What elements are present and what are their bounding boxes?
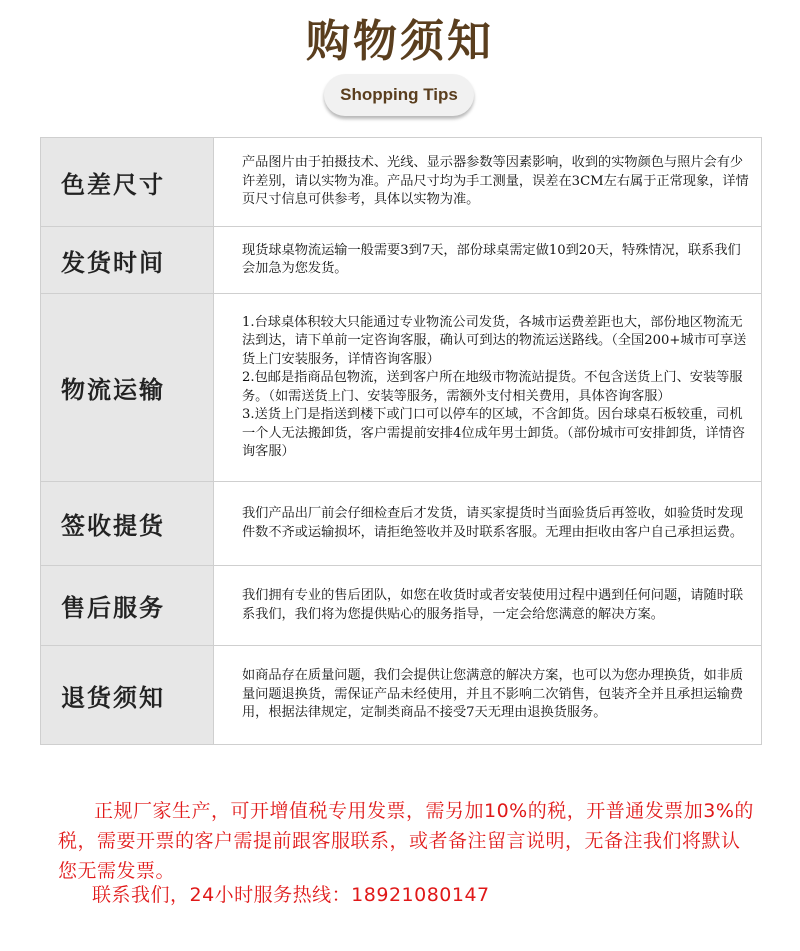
shopping-tips-table (40, 137, 762, 745)
table-row (41, 482, 762, 566)
row-content-after-sales (214, 566, 762, 646)
subtitle-badge: Shopping Tips (324, 74, 474, 116)
row-label-shipping-time: 发货时间 (41, 227, 214, 294)
row-label-returns: 退货须知 (41, 646, 214, 745)
row-label-receipt: 签收提货 (41, 482, 214, 566)
row-content-returns (214, 646, 762, 745)
content-paragraph: 2.包邮是指商品包物流，送到客户所在地级市物流站提货。不包含送货上门、安装等服务。（如需送货上门、安装等服务，需额外支付相关费用，具体咨询客服） (242, 370, 743, 404)
content-paragraph: 我们产品出厂前会仔细检查后才发货，请买家提货时当面验货后再签收，如验货时发现件数不齐或运输损坏，请拒绝签收并及时联系客服。无理由拒收由客户自己承担运费。 (242, 506, 744, 540)
content-paragraph: 3.送货上门是指送到楼下或门口可以停车的区域，不含卸货。因台球桌石板较重，司机一个人无法搬卸货，客户需提前安排4位成年男士卸货。（部份城市可安排卸货，详情咨询客服） (242, 407, 745, 459)
row-label-color-size: 色差尺寸 (41, 138, 214, 227)
contact-hotline: 联系我们，24小时服务热线：18921080147 (92, 884, 490, 906)
content-paragraph: 现货球桌物流运输一般需要3到7天，部份球桌需定做10到20天，特殊情况，联系我们会加急为您发货。 (242, 242, 741, 276)
table-row (41, 646, 762, 745)
row-label-logistics: 物流运输 (41, 294, 214, 482)
row-content-shipping-time (214, 227, 762, 294)
table-row (41, 227, 762, 294)
table-row (41, 138, 762, 227)
page-title: 购物须知 (306, 16, 494, 67)
row-content-receipt (214, 482, 762, 566)
row-label-after-sales: 售后服务 (41, 566, 214, 646)
row-content-color-size (214, 138, 762, 227)
table-row (41, 294, 762, 482)
row-content-logistics (214, 294, 762, 482)
content-paragraph: 产品图片由于拍摄技术、光线、显示器参数等因素影响，收到的实物颜色与照片会有少许差别，请以实物为准。产品尺寸均为手工测量，误差在3CM左右属于正常现象，详情页尺寸信息可供参考，具体以实物为准。 (242, 155, 749, 208)
invoice-note: 正规厂家生产，可开增值税专用发票，需另加10%的税，开普通发票加3%的税，需要开票的客户需提前跟客服联系，或者备注留言说明，无备注我们将默认您无需发票。 (58, 800, 754, 882)
content-paragraph: 我们拥有专业的售后团队，如您在收货时或者安装使用过程中遇到任何问题，请随时联系我们，我们将为您提供贴心的服务指导，一定会给您满意的解决方案。 (242, 588, 744, 622)
content-paragraph: 如商品存在质量问题，我们会提供让您满意的解决方案，也可以为您办理换货，如非质量问题退换货，需保证产品未经使用，并且不影响二次销售，包装齐全并且承担运输费用，根据法律规定，定制类商品不接受7天无理由退换货服务。 (242, 668, 744, 721)
content-paragraph: 1.台球桌体积较大只能通过专业物流公司发货，各城市运费差距也大，部份地区物流无法到达，请下单前一定咨询客服，确认可到达的物流运送路线。（全国200+城市可享送货上门安装服务，详情咨询客服） (242, 314, 747, 367)
table-row (41, 566, 762, 646)
